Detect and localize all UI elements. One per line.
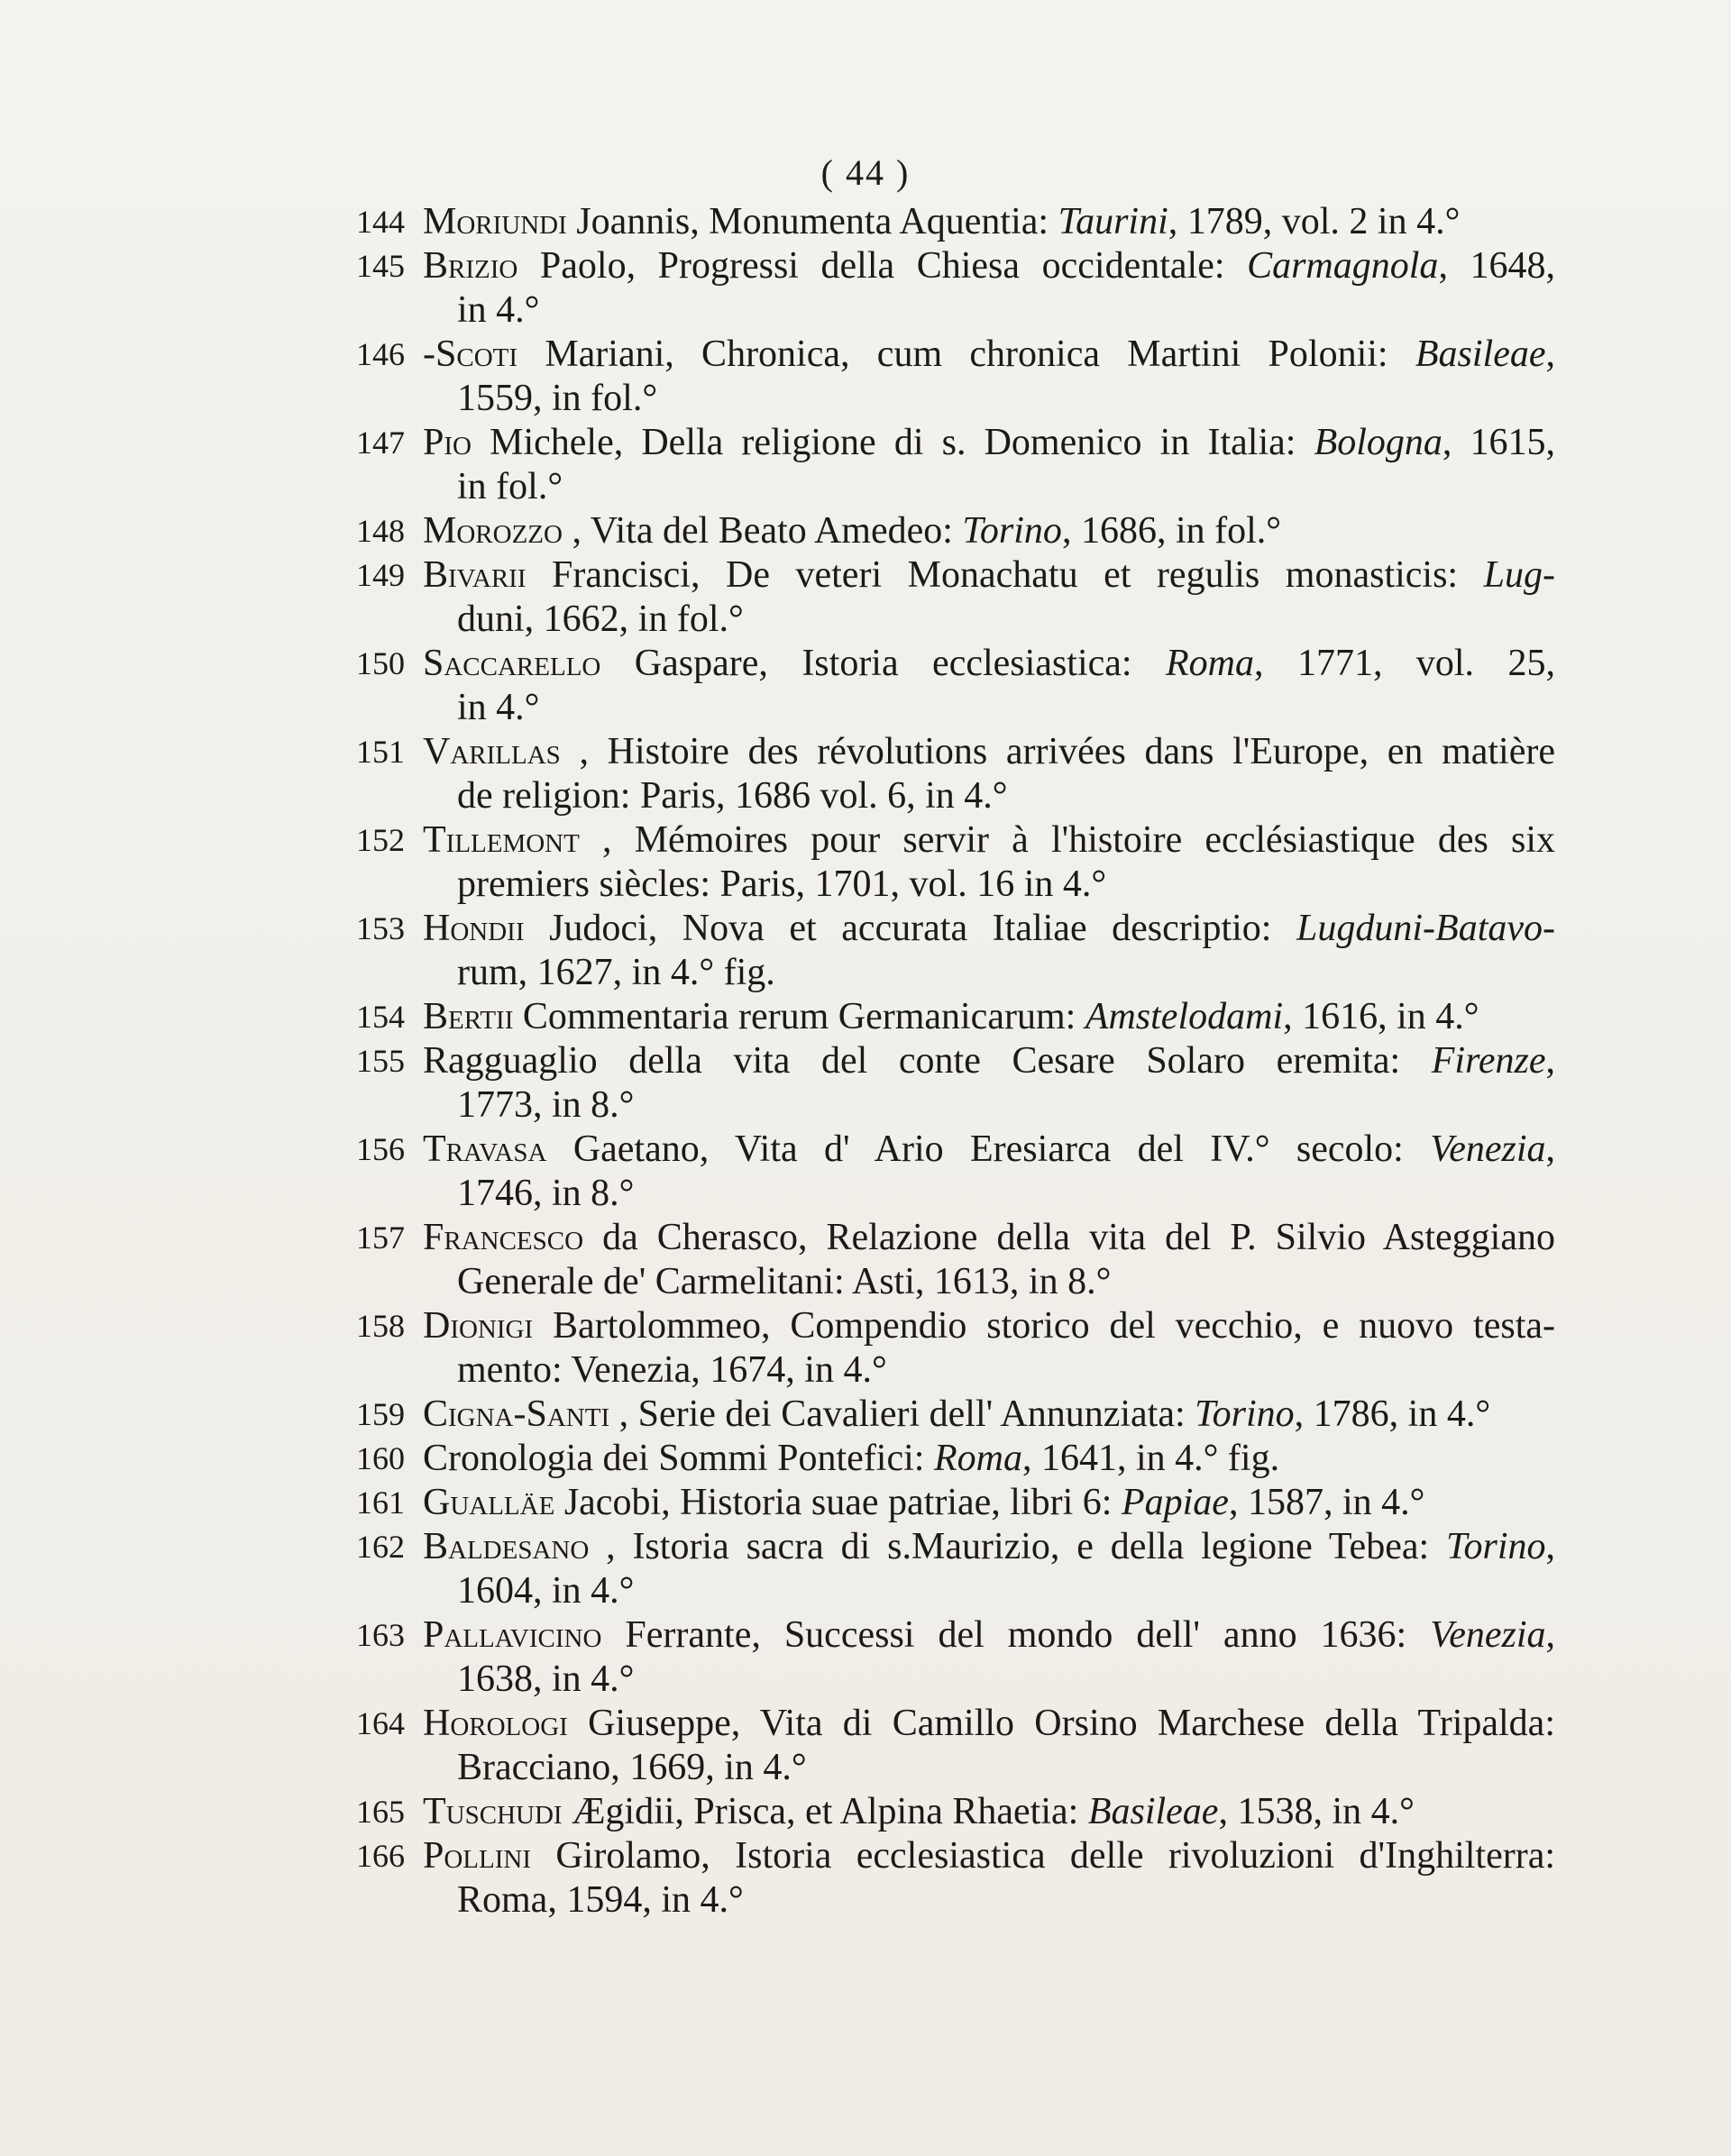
entry-title: Girolamo, Istoria ecclesiastica delle rivoluzioni d'Inghilterra: — [555, 1835, 1555, 1877]
catalogue-entry — [356, 1039, 1555, 1128]
entry-first-line — [423, 907, 1555, 951]
entry-author: Tuschudi — [423, 1791, 563, 1832]
entry-number: 161 — [356, 1485, 405, 1521]
entry-imprint: , — [1545, 1128, 1556, 1170]
entry-title: Michele, Della religione di s. Domenico in Italia: — [490, 422, 1296, 463]
catalogue-entry — [356, 1702, 1555, 1790]
catalogue-entry — [356, 1790, 1555, 1834]
entry-continuation: mento: Venezia, 1674, in 4.° — [457, 1349, 887, 1391]
entry-first-line — [423, 244, 1555, 288]
entry-first-line — [423, 730, 1555, 774]
entry-title: Ragguaglio della vita del conte Cesare Solaro eremita: — [423, 1040, 1401, 1082]
entry-author: Francesco — [423, 1217, 584, 1258]
entry-author: Varillas — [423, 731, 561, 772]
entry-imprint: , 1616, in 4.° — [1283, 996, 1479, 1037]
entry-number: 159 — [356, 1396, 405, 1432]
entry-place: Basileae — [1415, 333, 1546, 375]
entry-first-line — [423, 1790, 1555, 1834]
entry-author: Pallavicino — [423, 1614, 602, 1656]
entry-first-line — [423, 553, 1555, 598]
entry-continuation: in 4.° — [457, 687, 540, 728]
entry-first-line — [423, 642, 1555, 686]
catalogue-entry — [356, 333, 1555, 421]
entry-imprint: , 1641, in 4.° fig. — [1021, 1438, 1280, 1479]
entry-first-line — [423, 1393, 1555, 1437]
entry-first-line — [423, 1437, 1555, 1481]
entry-place: Carmagnola — [1247, 245, 1439, 287]
entry-place: Venezia — [1430, 1128, 1546, 1170]
entry-title: Jacobi, Historia suae patriae, libri 6: — [563, 1482, 1113, 1523]
entry-number: 162 — [356, 1529, 405, 1565]
entry-title: Judoci, Nova et accurata Italiae descriptio: — [549, 908, 1272, 949]
entry-author: Gualläe — [423, 1482, 555, 1523]
catalogue-entry — [356, 1216, 1555, 1304]
catalogue-entry — [356, 1834, 1555, 1923]
entry-number: 158 — [356, 1308, 405, 1344]
entry-title: Gaetano, Vita d' Ario Eresiarca del IV.° secolo: — [572, 1128, 1404, 1170]
entry-title: Bartolommeo, Compendio storico del vecchio, e nuovo testa- — [553, 1305, 1555, 1347]
entry-author: Bivarii — [423, 554, 527, 596]
entry-imprint: , 1686, in fol.° — [1061, 510, 1282, 552]
entry-title: Giuseppe, Vita di Camillo Orsino Marchese della Tripalda: — [588, 1703, 1555, 1744]
entry-author: Bertii — [423, 996, 514, 1037]
entry-title: Cronologia dei Sommi Pontefici: — [423, 1438, 925, 1479]
entry-number: 147 — [356, 425, 405, 461]
entry-title: Commentaria rerum Germanicarum: — [522, 996, 1076, 1037]
entry-first-line — [423, 1834, 1555, 1878]
entry-first-line — [423, 1481, 1555, 1525]
entry-imprint: , 1789, vol. 2 in 4.° — [1168, 201, 1461, 242]
entry-continuation: duni, 1662, in fol.° — [457, 598, 744, 640]
entry-number: 151 — [356, 734, 405, 770]
entry-imprint: , 1648, — [1438, 245, 1556, 287]
entry-title: , Serie dei Cavalieri dell' Annunziata: — [618, 1393, 1186, 1435]
entry-title: Ferrante, Successi del mondo dell' anno 1636: — [625, 1614, 1407, 1656]
entry-place: Bologna — [1314, 422, 1442, 463]
entry-continuation: de religion: Paris, 1686 vol. 6, in 4.° — [457, 775, 1008, 817]
entry-first-line — [423, 200, 1555, 244]
entry-title: Joannis, Monumenta Aquentia: — [576, 201, 1049, 242]
entry-first-line — [423, 1216, 1555, 1260]
entry-number: 160 — [356, 1440, 405, 1476]
entry-imprint: , 1615, — [1442, 422, 1556, 463]
entry-title: , Mémoires pour servir à l'histoire ecclésiastique des six — [602, 819, 1556, 861]
page-number: ( 44 ) — [820, 152, 911, 193]
catalogue-entries — [356, 200, 1555, 1923]
entry-number: 155 — [356, 1043, 405, 1079]
entry-author: Cigna-Santi — [423, 1393, 610, 1435]
entry-first-line — [423, 333, 1555, 377]
entry-first-line — [423, 1128, 1555, 1172]
entry-author: Pio — [423, 422, 472, 463]
entry-place: Venezia — [1430, 1614, 1546, 1656]
catalogue-entry — [356, 1525, 1555, 1613]
entry-first-line — [423, 1613, 1555, 1658]
entry-imprint: , — [1545, 333, 1556, 375]
entry-author: Dionigi — [423, 1305, 534, 1347]
entry-title: Gaspare, Istoria ecclesiastica: — [634, 643, 1132, 684]
entry-continuation: 1559, in fol.° — [457, 378, 658, 419]
entry-continuation: in 4.° — [457, 289, 540, 331]
entry-author: Pollini — [423, 1835, 531, 1877]
entry-title: Mariani, Chronica, cum chronica Martini Polonii: — [545, 333, 1388, 375]
entry-first-line — [423, 1039, 1555, 1083]
entry-place: Firenze — [1431, 1040, 1546, 1082]
entry-author: Travasa — [423, 1128, 547, 1170]
entry-place: Roma — [1166, 643, 1255, 684]
catalogue-entry — [356, 730, 1555, 818]
entry-continuation: rum, 1627, in 4.° fig. — [457, 952, 775, 993]
entry-first-line — [423, 818, 1555, 863]
entry-title: , Vita del Beato Amedeo: — [572, 510, 953, 552]
entry-imprint: , 1786, in 4.° — [1294, 1393, 1491, 1435]
entry-continuation: in fol.° — [457, 466, 563, 507]
entry-author: Brizio — [423, 245, 518, 287]
entry-number: 154 — [356, 999, 405, 1035]
entry-number: 164 — [356, 1705, 405, 1741]
entry-author: Tillemont — [423, 819, 580, 861]
entry-number: 146 — [356, 336, 405, 372]
entry-author: Moriundi — [423, 201, 567, 242]
entry-imprint: , — [1545, 1040, 1555, 1082]
catalogue-entry — [356, 1304, 1555, 1393]
entry-author: -Scoti — [423, 333, 518, 375]
entry-author: Saccarello — [423, 643, 601, 684]
entry-number: 152 — [356, 822, 405, 858]
catalogue-entry — [356, 421, 1555, 509]
entry-title: Paolo, Progressi della Chiesa occidentale: — [539, 245, 1225, 287]
entry-first-line — [423, 995, 1555, 1039]
catalogue-entry — [356, 200, 1555, 244]
entry-place: Torino — [1445, 1526, 1546, 1567]
entry-continuation: 1638, in 4.° — [457, 1658, 635, 1700]
entry-continuation: Generale de' Carmelitani: Asti, 1613, in 8.° — [457, 1261, 1112, 1302]
entry-author: Hondii — [423, 908, 525, 949]
entry-continuation: 1773, in 8.° — [457, 1084, 635, 1126]
entry-number: 157 — [356, 1220, 405, 1256]
entry-number: 145 — [356, 248, 405, 284]
entry-author: Morozzo — [423, 510, 563, 552]
catalogue-entry — [356, 642, 1555, 730]
entry-number: 163 — [356, 1617, 405, 1653]
entry-number: 153 — [356, 910, 405, 946]
entry-number: 148 — [356, 513, 405, 549]
entry-number: 166 — [356, 1838, 405, 1874]
entry-place: Lug- — [1483, 554, 1555, 596]
entry-number: 144 — [356, 204, 405, 240]
entry-author: Horologi — [423, 1703, 568, 1744]
catalogue-entry — [356, 1481, 1555, 1525]
entry-imprint: , 1771, vol. 25, — [1254, 643, 1555, 684]
entry-imprint: , — [1545, 1614, 1555, 1656]
catalogue-entry — [356, 509, 1555, 553]
entry-title: Ægidii, Prisca, et Alpina Rhaetia: — [572, 1791, 1079, 1832]
entry-number: 156 — [356, 1131, 405, 1167]
entry-title: da Cherasco, Relazione della vita del P. Silvio Asteggiano — [602, 1217, 1555, 1258]
entry-first-line — [423, 1702, 1555, 1746]
entry-continuation: 1604, in 4.° — [457, 1570, 635, 1612]
catalogue-entry — [356, 818, 1555, 907]
entry-place: Lugduni-Batavo- — [1296, 908, 1555, 949]
entry-first-line — [423, 1525, 1555, 1569]
entry-place: Basileae — [1087, 1791, 1219, 1832]
entry-continuation: Bracciano, 1669, in 4.° — [457, 1747, 807, 1788]
entry-number: 149 — [356, 557, 405, 593]
catalogue-entry — [356, 553, 1555, 642]
entry-imprint: , 1538, in 4.° — [1218, 1791, 1415, 1832]
entry-title: , Istoria sacra di s.Maurizio, e della legione Tebea: — [606, 1526, 1430, 1567]
entry-continuation: Roma, 1594, in 4.° — [457, 1879, 744, 1921]
entry-imprint: , — [1545, 1526, 1556, 1567]
entry-imprint: , 1587, in 4.° — [1228, 1482, 1425, 1523]
entry-first-line — [423, 1304, 1555, 1348]
entry-continuation: premiers siècles: Paris, 1701, vol. 16 in 4.° — [457, 863, 1107, 905]
catalogue-entry — [356, 244, 1555, 333]
entry-place: Amstelodami — [1085, 996, 1284, 1037]
entry-number: 150 — [356, 645, 405, 681]
entry-author: Baldesano — [423, 1526, 590, 1567]
entry-place: Torino — [1195, 1393, 1295, 1435]
entry-place: Papiae — [1121, 1482, 1229, 1523]
catalogue-entry — [356, 907, 1555, 995]
catalogue-entry — [356, 1437, 1555, 1481]
entry-number: 165 — [356, 1794, 405, 1830]
catalogue-entry — [356, 1393, 1555, 1437]
entry-continuation: 1746, in 8.° — [457, 1173, 635, 1214]
entry-first-line — [423, 509, 1555, 553]
entry-place: Roma — [933, 1438, 1022, 1479]
catalogue-entry — [356, 1128, 1555, 1216]
entry-title: , Histoire des révolutions arrivées dans l'Europe, en matière — [579, 731, 1555, 772]
catalogue-entry — [356, 995, 1555, 1039]
entry-place: Taurini — [1058, 201, 1168, 242]
entry-place: Torino — [962, 510, 1062, 552]
entry-first-line — [423, 421, 1555, 465]
catalogue-entry — [356, 1613, 1555, 1702]
entry-title: Francisci, De veteri Monachatu et regulis monasticis: — [552, 554, 1459, 596]
